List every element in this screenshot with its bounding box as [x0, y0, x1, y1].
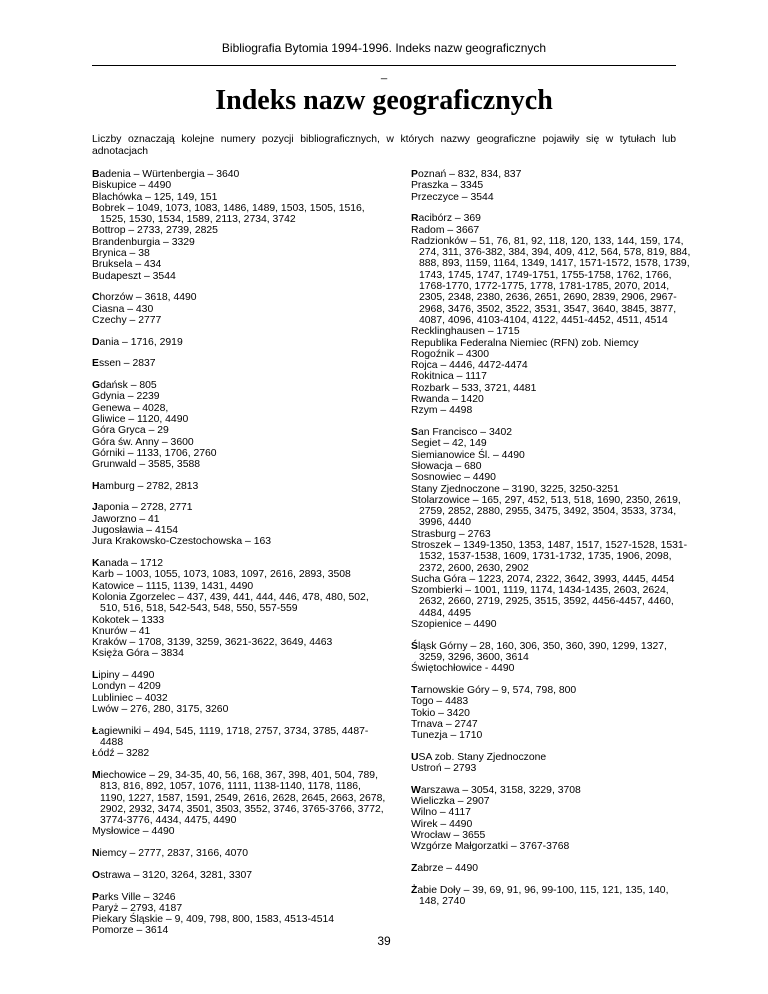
index-letter-group	[92, 358, 388, 369]
index-entry: Szombierki – 1001, 1119, 1174, 1434-1435, 2603, 2624, 2632, 2660, 2719, 2925, 3515, 3592, 4456-4457, 4460, 4484, 4495	[411, 585, 674, 619]
index-entry: Górniki – 1133, 1706, 2760	[92, 447, 217, 459]
index-entry: Gdańsk – 805	[92, 380, 157, 392]
index-entry: Gdynia – 2239	[92, 391, 160, 403]
index-entry: Bruksela – 434	[92, 259, 162, 271]
index-entry: Stolarzowice – 165, 297, 452, 513, 518, 1690, 2350, 2619, 2759, 2852, 2880, 2955, 3475, 3492, 3504, 3533, 3734, 3996, 4440	[411, 494, 681, 529]
index-entry: Pomorze – 3614	[92, 925, 169, 937]
index-entry: Góra św. Anny – 3600	[92, 436, 194, 448]
index-letter-group	[92, 380, 388, 470]
index-letter-group	[92, 337, 388, 348]
index-entry: Hamburg – 2782, 2813	[92, 480, 199, 492]
index-entry: Lubliniec – 4032	[92, 692, 168, 704]
index-entry: Dania – 1716, 2919	[92, 336, 183, 348]
index-entry: Gliwice – 1120, 4490	[92, 413, 189, 425]
index-entry: Blachówka – 125, 149, 151	[92, 191, 218, 203]
index-entry: Racibórz – 369	[411, 213, 481, 225]
index-entry: Rojca – 4446, 4472-4474	[411, 360, 528, 372]
index-entry: Lipiny – 4490	[92, 670, 155, 682]
index-letter-group	[411, 863, 691, 874]
index-entry: Togo – 4483	[411, 696, 469, 708]
header-rule-dash: _	[380, 68, 388, 80]
index-entry: Grunwald – 3585, 3588	[92, 459, 201, 471]
index-entry: Warszawa – 3054, 3158, 3229, 3708	[411, 784, 581, 796]
index-letter-group	[92, 892, 388, 937]
index-entry: Żabie Doły – 39, 69, 91, 96, 99-100, 115, 121, 135, 140, 148, 2740	[411, 884, 669, 908]
index-entry: Kraków – 1708, 3139, 3259, 3621-3622, 3649, 4463	[92, 637, 333, 649]
index-entry: Republika Federalna Niemiec (RFN) zob. Niemcy	[411, 337, 639, 349]
index-letter-group	[92, 870, 388, 881]
index-letter-group	[411, 685, 691, 741]
header-rule	[92, 65, 676, 66]
index-entry: Rozbark – 533, 3721, 4481	[411, 382, 537, 394]
index-entry: Łódź – 3282	[92, 748, 150, 760]
index-entry: Jaworzno – 41	[92, 513, 160, 525]
index-entry: Japonia – 2728, 2771	[92, 502, 193, 514]
index-entry: Przeczyce – 3544	[411, 191, 494, 203]
index-letter-group	[92, 502, 388, 547]
index-entry: Trnava – 2747	[411, 718, 478, 730]
running-header: Bibliografia Bytomia 1994-1996. Indeks nazw geograficznych	[221, 41, 547, 55]
index-entry: Wirek – 4490	[411, 818, 473, 830]
index-letter-group	[92, 169, 388, 282]
intro-paragraph: Liczby oznaczają kolejne numery pozycji bibliograficznych, w których nazwy geograficzne pojawiły się w tytułach lub adnotacjach	[92, 134, 676, 157]
index-entry: Wieliczka – 2907	[411, 796, 490, 808]
index-entry: Poznań – 832, 834, 837	[411, 169, 522, 180]
index-letter-group	[411, 641, 691, 675]
index-entry: Słowacja – 680	[411, 460, 482, 472]
index-entry: Ustroń – 2793	[411, 763, 477, 775]
index-entry: Radzionków – 51, 76, 81, 92, 118, 120, 133, 144, 159, 174, 274, 311, 376-382, 384, 394, 409, 412, 564, 578, 819, 884, 888, 893, 1159, 1164, 1349, 1417, 1571-1572, 1578, 1739, 1743, 1745, 1747, 1749-1751, 1755-1758, 1762, 1766, 1768-1770, 1772-1775, 1778, 1781-1785, 2070, 2014, 2305, 2348, 2380, 2636, 2651, 2690, 2839, 2906, 2967-2968, 3476, 3502, 3522, 3531, 3547, 3640, 3845, 3877, 4087, 4096, 4103-4104, 4122, 4451-4452, 4511, 4514	[411, 235, 691, 326]
index-entry: Rogoźnik – 4300	[411, 348, 489, 360]
index-letter-group	[92, 481, 388, 492]
index-entry: Stany Zjednoczone – 3190, 3225, 3250-3251	[411, 483, 619, 495]
index-entry: Brandenburgia – 3329	[92, 236, 195, 248]
index-entry: Mysłowice – 4490	[92, 826, 175, 838]
index-entry: Zabrze – 4490	[411, 863, 479, 875]
index-letter-group	[92, 558, 388, 660]
index-letter-group	[411, 169, 691, 203]
index-entry: Budapeszt – 3544	[92, 270, 176, 282]
index-entry: Sucha Góra – 1223, 2074, 2322, 3642, 3993, 4445, 4454	[411, 573, 675, 585]
index-entry: Kanada – 1712	[92, 558, 164, 570]
index-entry: Essen – 2837	[92, 358, 156, 370]
index-entry: Księża Góra – 3834	[92, 648, 184, 660]
index-letter-group	[411, 752, 691, 775]
index-entry: Londyn – 4209	[92, 681, 161, 693]
index-entry: Genewa – 4028,	[92, 402, 169, 414]
index-entry: Knurów – 41	[92, 625, 151, 637]
index-entry: Śląsk Górny – 28, 160, 306, 350, 360, 390, 1299, 1327, 3259, 3296, 3600, 3614	[411, 640, 667, 664]
index-letter-group	[411, 427, 691, 630]
index-entry: Jugosławia – 4154	[92, 525, 179, 537]
index-letter-group	[92, 292, 388, 326]
index-entry: Karb – 1003, 1055, 1073, 1083, 1097, 2616, 2893, 3508	[92, 569, 351, 581]
index-entry: Jura Krakowsko-Czestochowska – 163	[92, 536, 272, 548]
index-entry: Tarnowskie Góry – 9, 574, 798, 800	[411, 685, 577, 697]
index-entry: Rwanda – 1420	[411, 394, 484, 406]
index-entry: USA zob. Stany Zjednoczone	[411, 751, 547, 763]
index-letter-group	[411, 785, 691, 853]
index-entry: Chorzów – 3618, 4490	[92, 292, 197, 304]
index-entry: Niemcy – 2777, 2837, 3166, 4070	[92, 848, 248, 860]
index-letter-group	[92, 770, 388, 838]
index-entry: Badenia – Würtenbergia – 3640	[92, 169, 240, 180]
index-entry: Sosnowiec – 4490	[411, 472, 496, 484]
index-entry: Recklinghausen – 1715	[411, 326, 520, 338]
index-letter-group	[411, 213, 691, 416]
index-letter-group	[92, 726, 388, 760]
index-entry: Łagiewniki – 494, 545, 1119, 1718, 2757, 3734, 3785, 4487-4488	[92, 725, 369, 748]
index-entry: Brynica – 38	[92, 248, 150, 260]
index-entry: Miechowice – 29, 34-35, 40, 56, 168, 367, 398, 401, 504, 789, 813, 816, 892, 1057, 1076, 1111, 1138-1140, 1178, 1186, 1190, 1227, 1587, 1591, 2549, 2616, 2628, 2645, 2663, 2678, 2902, 2932, 3474, 3501, 3503, 3552, 3746, 3765-3766, 3772, 3774-3776, 4434, 4475, 4490	[92, 769, 386, 827]
index-entry: Tunezja – 1710	[411, 730, 483, 742]
index-entry: Kokotek – 1333	[92, 614, 165, 626]
right-index-column	[411, 169, 691, 918]
index-entry: Radom – 3667	[411, 224, 480, 236]
index-entry: Szopienice – 4490	[411, 619, 497, 631]
index-entry: San Francisco – 3402	[411, 427, 513, 439]
index-entry: Siemianowice Śl. – 4490	[411, 449, 525, 461]
index-entry: Strasburg – 2763	[411, 528, 491, 540]
index-entry: Kolonia Zgorzelec – 437, 439, 441, 444, 446, 478, 480, 502, 510, 516, 518, 542-543, 548, 550, 557-559	[92, 591, 369, 615]
index-letter-group	[411, 885, 691, 908]
left-index-column	[92, 169, 388, 947]
index-entry: Góra Gryca – 29	[92, 425, 169, 437]
index-entry: Stroszek – 1349-1350, 1353, 1487, 1517, 1527-1528, 1531-1532, 1537-1538, 1609, 1731-1732, 1735, 1906, 2098, 2372, 2600, 2630, 2902	[411, 539, 688, 574]
index-entry: Paryż – 2793, 4187	[92, 902, 183, 914]
index-entry: Lwów – 276, 280, 3175, 3260	[92, 704, 229, 715]
index-entry: Segiet – 42, 149	[411, 438, 487, 450]
index-entry: Wilno – 4117	[411, 807, 471, 819]
index-entry: Praszka – 3345	[411, 180, 484, 192]
index-entry: Ostrawa – 3120, 3264, 3281, 3307	[92, 869, 253, 881]
index-entry: Wzgórze Małgorzatki – 3767-3768	[411, 841, 570, 853]
index-entry: Świętochłowice - 4490	[411, 663, 515, 675]
index-letter-group	[92, 848, 388, 859]
index-entry: Bottrop – 2733, 2739, 2825	[92, 225, 218, 237]
index-entry: Biskupice – 4490	[92, 180, 172, 192]
index-entry: Katowice – 1115, 1139, 1431, 4490	[92, 580, 254, 592]
index-entry: Czechy – 2777	[92, 314, 162, 326]
index-entry: Ciasna – 430	[92, 303, 154, 315]
index-entry: Wrocław – 3655	[411, 830, 486, 842]
index-letter-group	[92, 670, 388, 715]
page-number: 39	[377, 934, 391, 948]
page-title: Indeks nazw geograficznych	[215, 85, 553, 116]
index-entry: Parks Ville – 3246	[92, 891, 176, 903]
index-entry: Piekary Śląskie – 9, 409, 798, 800, 1583, 4513-4514	[92, 914, 335, 926]
index-entry: Rokitnica – 1117	[411, 371, 487, 383]
index-entry: Rzym – 4498	[411, 405, 473, 417]
index-entry: Bobrek – 1049, 1073, 1083, 1486, 1489, 1503, 1505, 1516, 1525, 1530, 1534, 1589, 2113, 2734, 3742	[92, 202, 365, 226]
index-entry: Tokio – 3420	[411, 707, 470, 719]
